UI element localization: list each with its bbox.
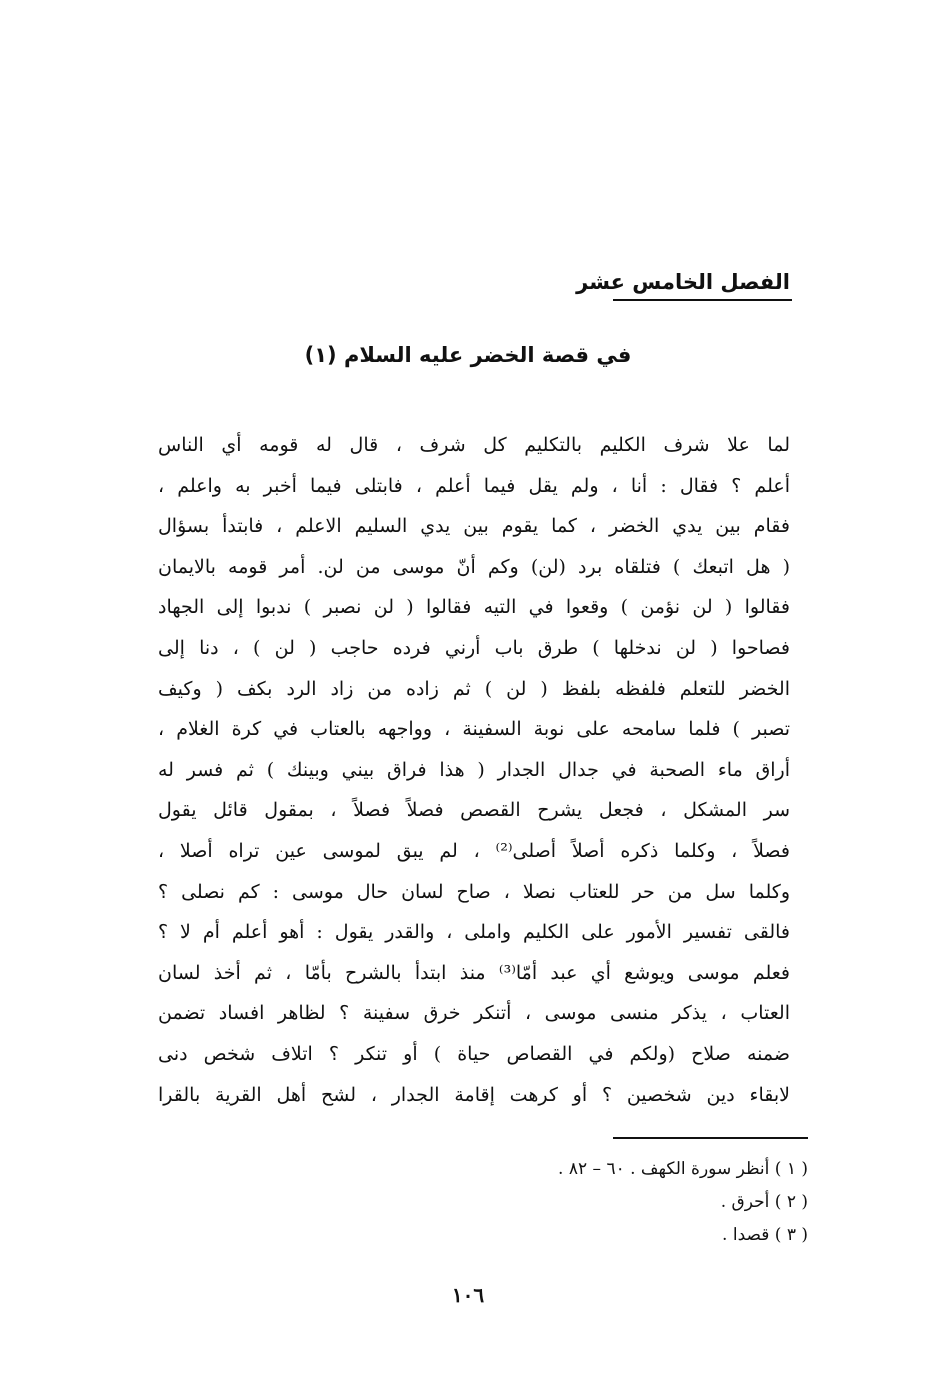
- body-line: وكلما سل من حر للعتاب نصلا ، صاح لسان حال موسى : كم نصلى ؟: [158, 880, 790, 903]
- body-line: فقام بين يدي الخضر ، كما يقوم بين يدي السليم الاعلم ، فابتدأ بسؤال: [158, 515, 790, 538]
- body-line: الخضر للتعلم فلفظه بلفظ ( لن ) ثم زاده من زاد الرد بكف ( وكيف: [158, 677, 790, 700]
- chapter-title: الفصل الخامس عشر: [576, 270, 790, 294]
- body-line: تصبر ) فلما سامحه على نوبة السفينة ، وواجهه بالعتاب في كرة الغلام ،: [158, 718, 790, 741]
- body-line: أراق ماء الصحبة في جدال الجدار ( هذا فراق بيني وبينك ) ثم فسر له: [158, 758, 790, 781]
- body-line: لابقاء دين شخصين ؟ أو كرهت إقامة الجدار ، لشح أهل القرية بالقرا: [158, 1083, 790, 1106]
- body-line: لما علا شرف الكليم بالتكليم كل شرف ، قال له قومه أي الناس: [158, 434, 790, 456]
- footnote-2: ( ٢ ) أحرق .: [720, 1192, 808, 1212]
- footnotes: [408, 1153, 808, 1252]
- body-line: فصاحوا ( لن ندخلها ) طرق باب أرني فرده حاجب ( لن ) ، دنا إلى: [158, 636, 790, 659]
- body-text: [158, 425, 790, 1115]
- footnote-3: ( ٣ ) قصدا .: [722, 1225, 808, 1245]
- footnote-separator: [613, 1137, 808, 1139]
- body-line: ( هل اتبعك ) فتلقاه برد (لن) وكم أنّ موسى من لن. أمر قومه بالايمان: [158, 555, 790, 578]
- body-line: فصلاً ، وكلما ذكره أصلاً أصلى⁽²⁾ ، لم يبق لموسى عين تراه أصلا ،: [158, 839, 790, 862]
- page-number: ١٠٦: [451, 1283, 485, 1307]
- body-line: فالقى تفسير الأمور على الكليم واملى ، والقدر يقول : أهو أعلم أم لا ؟: [158, 921, 790, 944]
- body-line: سر المشكل ، فجعل يشرح القصص فصلاً فصلاً ، بمقول قائل يقول: [158, 799, 790, 822]
- footnote-1: ( ١ ) أنظر سورة الكهف . ٦٠ – ٨٢ .: [558, 1159, 808, 1179]
- body-line: فقالوا ( لن نؤمن ) وقعوا في التيه فقالوا ( لن نصبر ) ندبوا إلى الجهاد: [158, 596, 790, 619]
- body-line: فعلم موسى ويوشع أي عبد أمّا⁽³⁾ منذ ابتدأ بالشرح بأمّا ، ثم أخذ لسان: [158, 961, 790, 984]
- chapter-title-underline: [613, 299, 792, 301]
- body-line: ضمنه صلاح (ولكم في القصاص حياة ) أو تنكر ؟ اتلاف شخص دنى: [158, 1042, 790, 1065]
- section-title: في قصة الخضر عليه السلام (١): [304, 343, 632, 367]
- body-line: أعلم ؟ فقال : أنا ، ولم يقل فيما أعلم ، فابتلى فيما أخبر به واعلم ،: [158, 474, 790, 497]
- body-line: العتاب ، يذكر منسى موسى ، أتنكر خرق سفينة ؟ لظاهر افساد تضمن: [158, 1002, 790, 1025]
